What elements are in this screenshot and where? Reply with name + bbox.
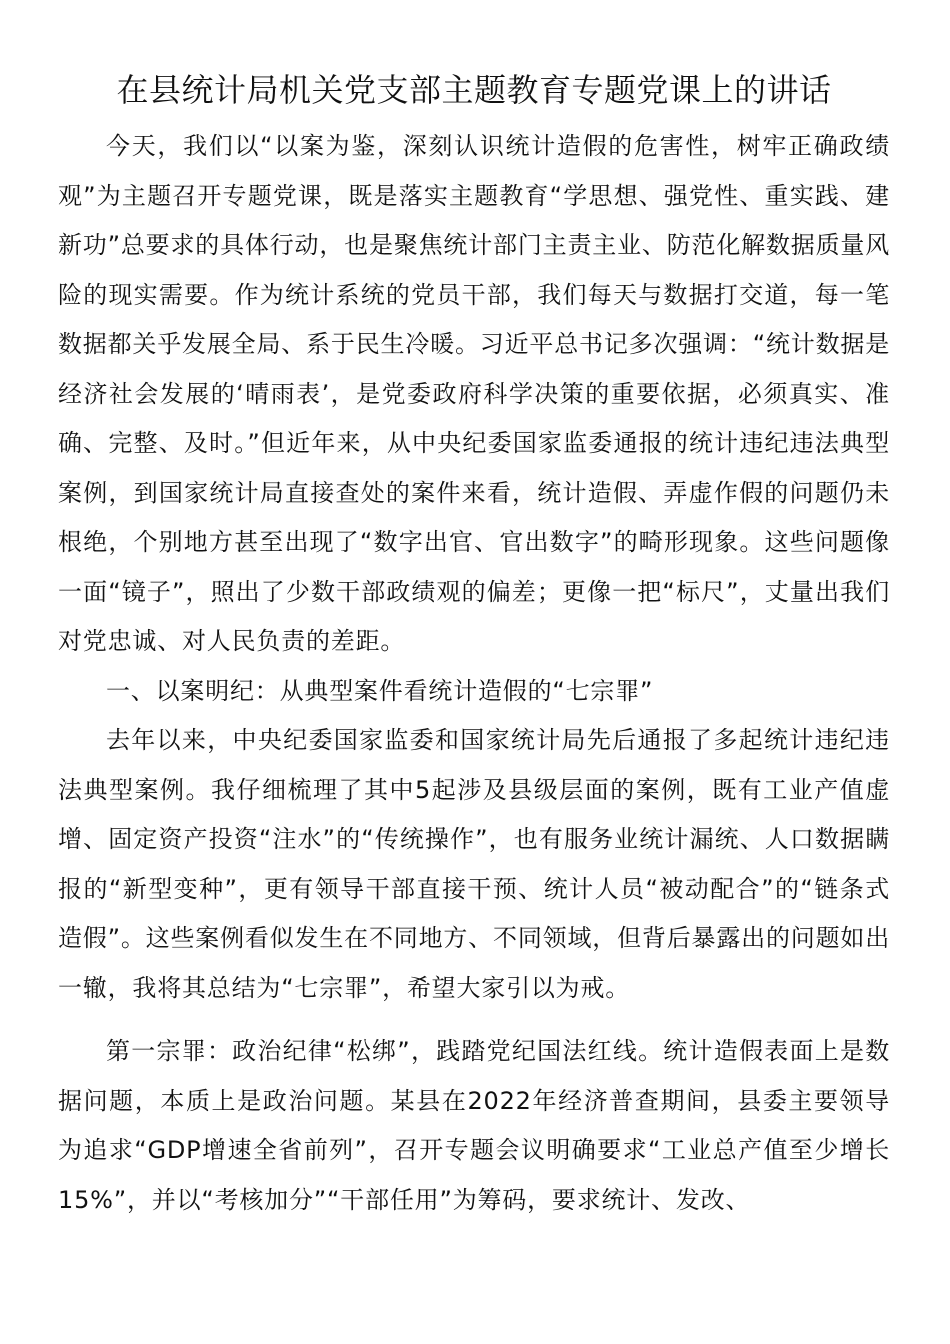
sin-one-paragraph: 第一宗罪：政治纪律“松绑”，践踏党纪国法红线。统计造假表面上是数据问题，本质上是政治问题。某县在2022年经济普查期间，县委主要领导为追求“GDP增速全省前列”，召开专题会议明确要求“工业总产值至少增长15%”，并以“考核加分”“干部任用”为筹码，要求统计、发改、 <box>58 1037 890 1214</box>
intro-paragraph: 今天，我们以“以案为鉴，深刻认识统计造假的危害性，树牢正确政绩观”为主题召开专题党课，既是落实主题教育“学思想、强党性、重实践、建新功”总要求的具体行动，也是聚焦统计部门主责主业、防范化解数据质量风险的现实需要。作为统计系统的党员干部，我们每天与数据打交道，每一笔数据都关乎发展全局、系于民生冷暖。习近平总书记多次强调：“统计数据是经济社会发展的‘晴雨表’，是党委政府科学决策的重要依据，必须真实、准确、完整、及时。”但近年来，从中央纪委国家监委通报的统计违纪违法典型案例，到国家统计局直接查处的案件来看，统计造假、弄虚作假的问题仍未根绝，个别地方甚至出现了“数字出官、官出数字”的畸形现象。这些问题像一面“镜子”，照出了少数干部政绩观的偏差；更像一把“标尺”，丈量出我们对党忠诚、对人民负责的差距。 <box>58 132 890 655</box>
document-title: 在县统计局机关党支部主题教育专题党课上的讲话 <box>116 71 832 109</box>
section-paragraph: 去年以来，中央纪委国家监委和国家统计局先后通报了多起统计违纪违法典型案例。我仔细梳理了其中5起涉及县级层面的案例，既有工业产值虚增、固定资产投资“注水”的“传统操作”，也有服务业统计漏统、人口数据瞒报的“新型变种”，更有领导干部直接干预、统计人员“被动配合”的“链条式造假”。这些案例看似发生在不同地方、不同领域，但背后暴露出的问题如出一辙，我将其总结为“七宗罪”，希望大家引以为戒。 <box>58 726 890 1002</box>
paragraph-gap <box>58 1013 890 1027</box>
section-heading: 一、以案明纪：从典型案件看统计造假的“七宗罪” <box>106 676 654 705</box>
